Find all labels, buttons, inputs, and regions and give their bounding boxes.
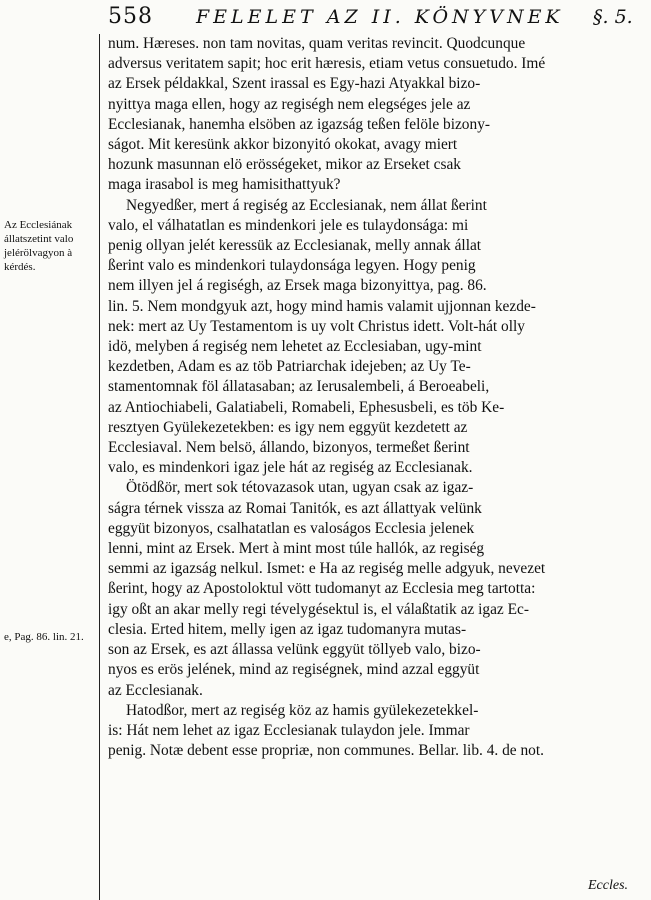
text-line: lenni, mint az Ersek. Mert à mint most túle hallók, az regiség [108, 540, 485, 558]
paragraph-start-line: Ötödßör, mert sok tétovazasok utan, ugyan csak az igaz- [126, 479, 474, 497]
text-line: ßerint, hogy az Apostoloktul vött tudomanyt az Ecclesia meg tartotta: [108, 580, 536, 598]
text-line: eggyüt bizonyos, csalhatatlan es valoságos Ecclesia jelenek [108, 519, 475, 537]
text-line: penig. Notæ debent esse propriæ, non communes. Bellar. lib. 4. de not. [108, 742, 545, 760]
text-line: idö, melyben á regiség nem lehetet az Ecclesiaban, ugy-mint [108, 338, 482, 356]
text-line: resztyen Gyülekezetekben: es igy nem eggyüt kezdetett az [108, 418, 468, 436]
text-line: stamentomnak föl állatasaban; az Ierusalembeli, á Beroeabeli, [108, 378, 490, 396]
text-line: son az Ersek, es azt állassa velünk eggyüt töllyeb valo, bizo- [108, 641, 481, 659]
text-line: clesia. Erted hitem, melly igen az igaz tudomanyra mutas- [108, 620, 467, 638]
text-line: nyittya maga ellen, hogy az regiségh nem elegséges jele az [108, 95, 471, 113]
text-line: num. Hæreses. non tam novitas, quam veritas revincit. Quodcunque [108, 35, 526, 52]
section-mark: §. 5. [593, 6, 633, 28]
text-line: maga irasabol is meg hamisithattyuk? [108, 176, 341, 194]
page-number: 558 [108, 4, 153, 29]
text-line: lin. 5. Nem mondgyuk azt, hogy mind hamis valamit ujjonnan kezde- [108, 297, 536, 315]
margin-note-2: e, Pag. 86. lin. 21. [4, 631, 84, 643]
text-line: igy oßt an akar melly regi tévelygésektul is, el válaßtatik az igaz Ec- [108, 600, 529, 618]
text-line: ságot. Mit keresünk akkor bizonyitó okokat, avagy miert [108, 136, 458, 154]
margin-rule [99, 34, 100, 900]
page-header [8, 4, 648, 34]
text-line: az Ecclesianak. [108, 681, 203, 699]
text-line: penig ollyan jelét keressük az Ecclesianak, melly annak állat [108, 237, 482, 255]
paragraph-start-line: Hatodßor, mert az regiség köz az hamis gyülekezetekkel- [126, 701, 479, 719]
text-line: hozunk masunnan elö erösségeket, mikor az Erseket csak [108, 156, 462, 174]
text-line: ságra térnek vissza az Romai Tanitók, es azt állattyak velünk [108, 499, 482, 517]
text-line: is: Hát nem lehet az igaz Ecclesianak tulaydon jele. Immar [108, 721, 470, 739]
text-line: kezdetben, Adam es az töb Patriarchak idejeben; az Uy Te- [108, 358, 471, 376]
text-line: nyos es erös jelének, mind az regiségnek, mind azzal eggyüt [108, 661, 480, 679]
text-line: nem illyen jel á regiségh, az Ersek maga bizonyittya, pag. 86. [108, 277, 487, 295]
body-text [108, 34, 642, 761]
text-line: nek: mert az Uy Testamentom is uy volt Christus idett. Volt-hát olly [108, 317, 525, 335]
margin-note-1: Az Ecclesiának állatszetint valo jelérölvagyon à kérdés. [4, 219, 74, 273]
text-line: adversus veritatem sapit; hoc erit hæresis, etiam vetus consuetudo. Imé [108, 55, 546, 73]
text-line: Ecclesiaval. Nem belsö, állando, bizonyos, termeßet ßerint [108, 439, 470, 457]
catchword: Eccles. [588, 878, 629, 893]
running-title: FELELET AZ II. KÖNYVNEK [196, 6, 564, 28]
text-line: valo, el válhatatlan es mindenkori jele es tulaydonsága: mi [108, 216, 469, 234]
paragraph-start-line: Negyedßer, mert á regiség az Ecclesianak, nem állat ßerint [126, 196, 487, 214]
text-line: valo, es mindenkori igaz jele hát az regiség az Ecclesianak. [108, 459, 473, 477]
text-line: az Ersek példakkal, Szent irassal es Egy-hazi Atyakkal bizo- [108, 75, 481, 93]
text-line: az Antiochiabeli, Galatiabeli, Romabeli, Ephesusbeli, es töb Ke- [108, 398, 505, 416]
text-line: semmi az igazság nelkul. Ismet: e Ha az regiség melle adgyuk, nevezet [108, 560, 546, 578]
text-line: ßerint valo es mindenkori tulaydonsága legyen. Hogy penig [108, 257, 476, 275]
text-line: Ecclesianak, hanemha elsöben az igazság teßen felöle bizony- [108, 115, 491, 133]
